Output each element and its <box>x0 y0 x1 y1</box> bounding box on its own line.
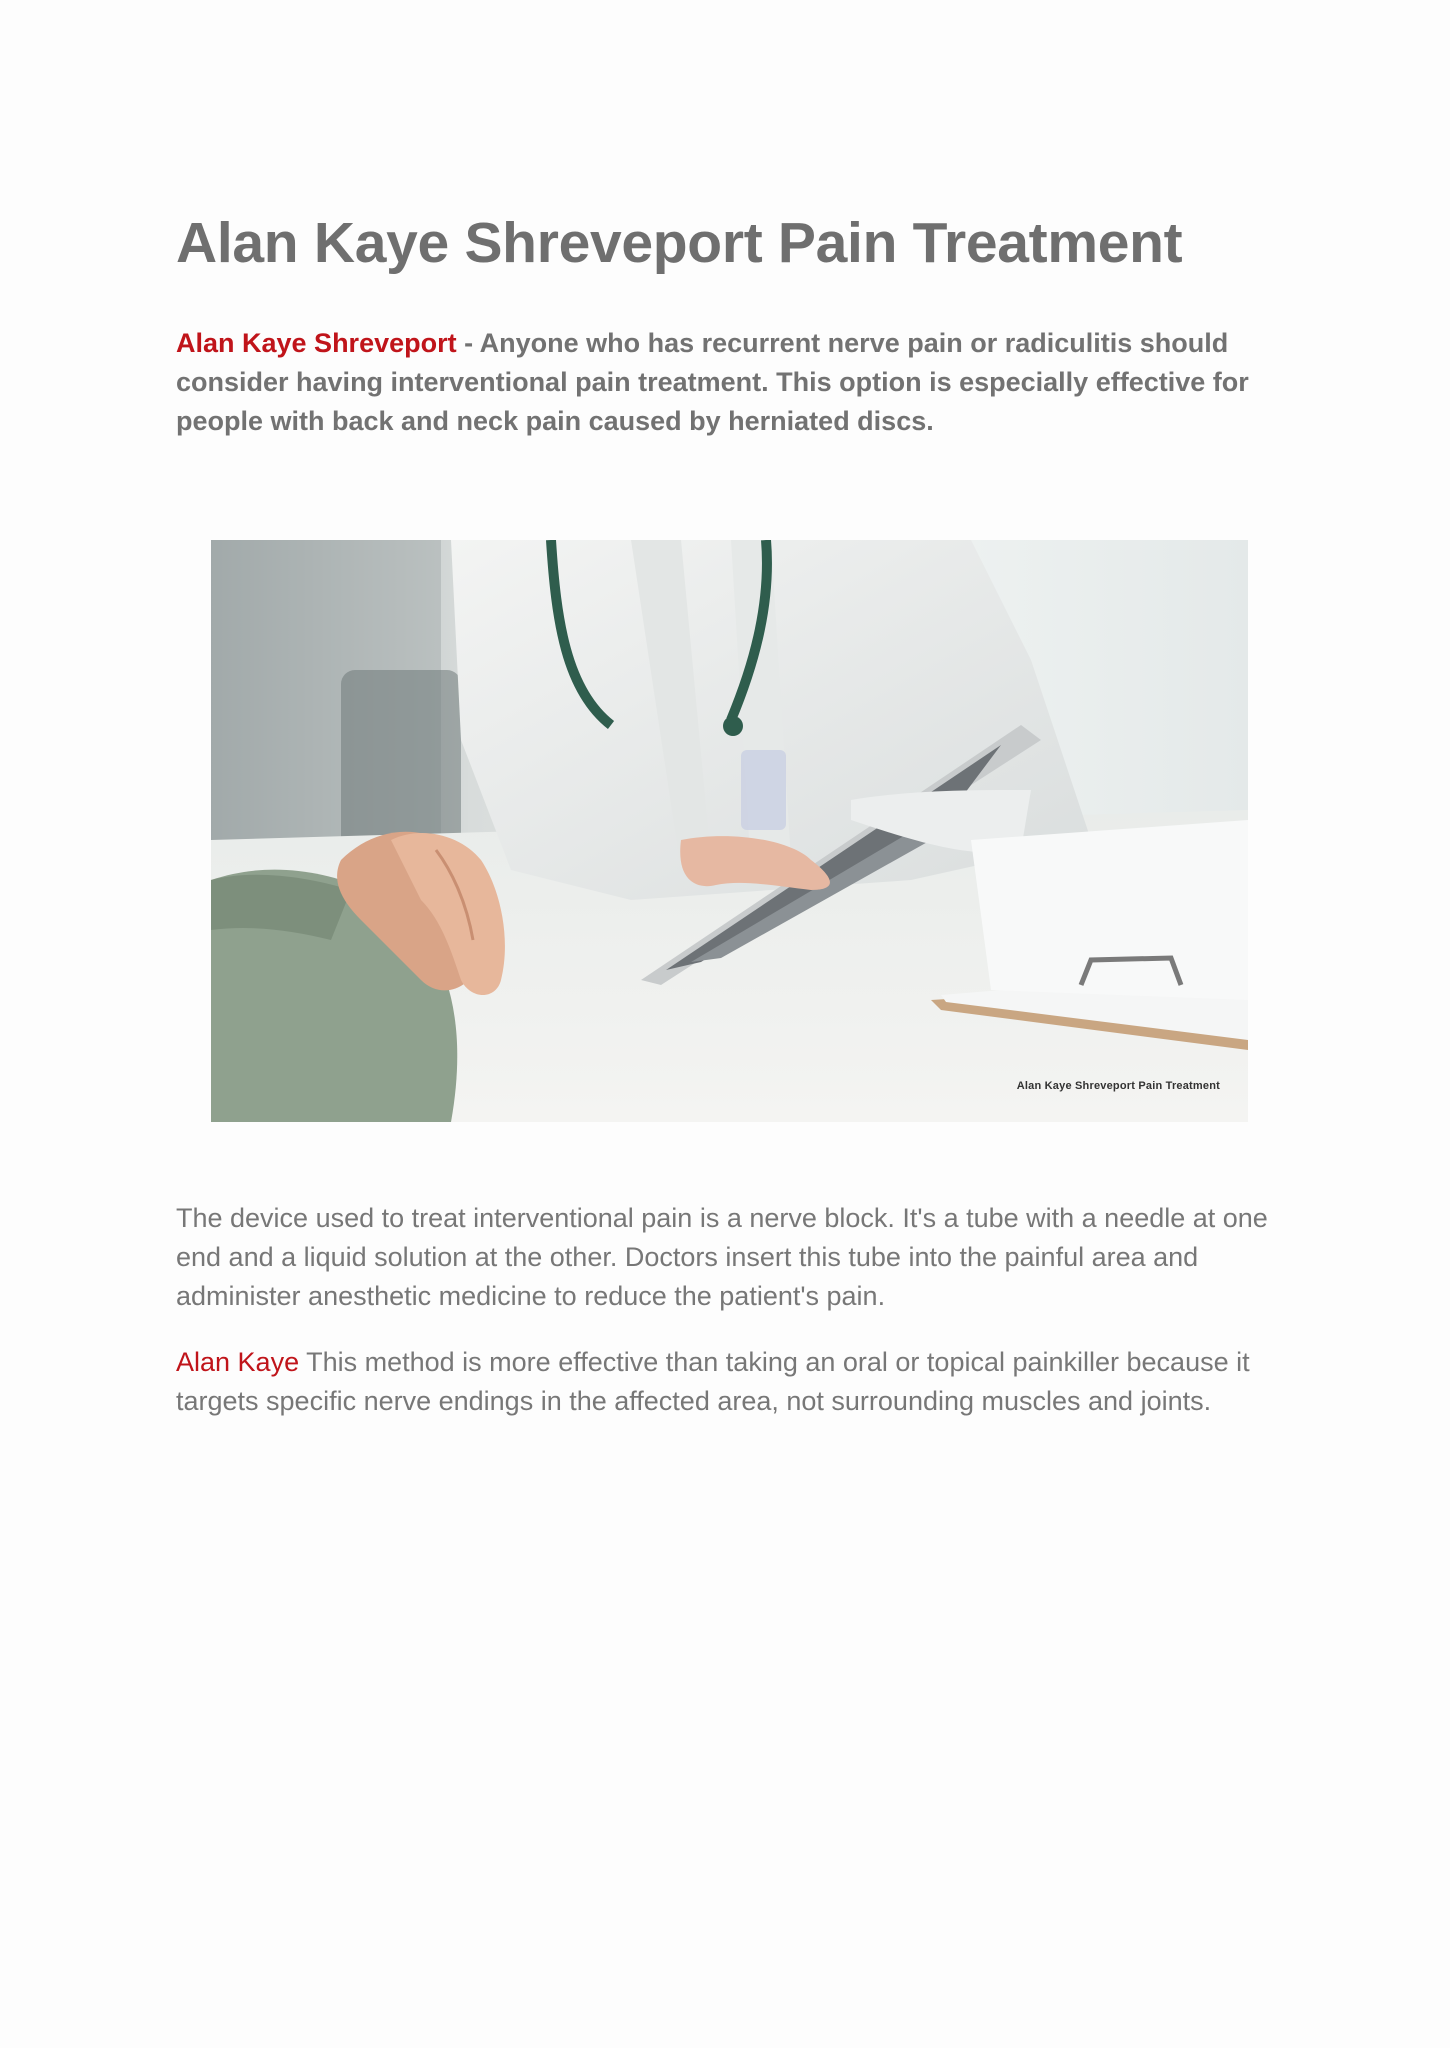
intro-text: - Anyone who has recurrent nerve pain or radiculitis should consider having interventional pain treatment. This option is especially effective for people with back and neck pain caused by herniated discs. <box>176 328 1249 436</box>
photo-illustration <box>211 540 1248 1122</box>
doctor-consultation-photo <box>211 540 1248 1122</box>
alan-kaye-link[interactable]: Alan Kaye <box>176 1347 300 1377</box>
intro-paragraph <box>176 324 1296 441</box>
body-paragraph-1: The device used to treat interventional pain is a nerve block. It's a tube with a needle at one end and a liquid solution at the other. Doctors insert this tube into the painful area and administer anesthetic medicine to reduce the patient's pain. <box>176 1203 1268 1311</box>
image-caption: Alan Kaye Shreveport Pain Treatment <box>1016 1080 1220 1092</box>
body-paragraph-2-text: This method is more effective than taking an oral or topical painkiller because it targets specific nerve endings in the affected area, not surrounding muscles and joints. <box>176 1347 1250 1416</box>
body-paragraph-2 <box>176 1343 1296 1421</box>
intro-link[interactable]: Alan Kaye Shreveport <box>176 328 457 358</box>
page-title: Alan Kaye Shreveport Pain Treatment <box>176 211 1183 275</box>
